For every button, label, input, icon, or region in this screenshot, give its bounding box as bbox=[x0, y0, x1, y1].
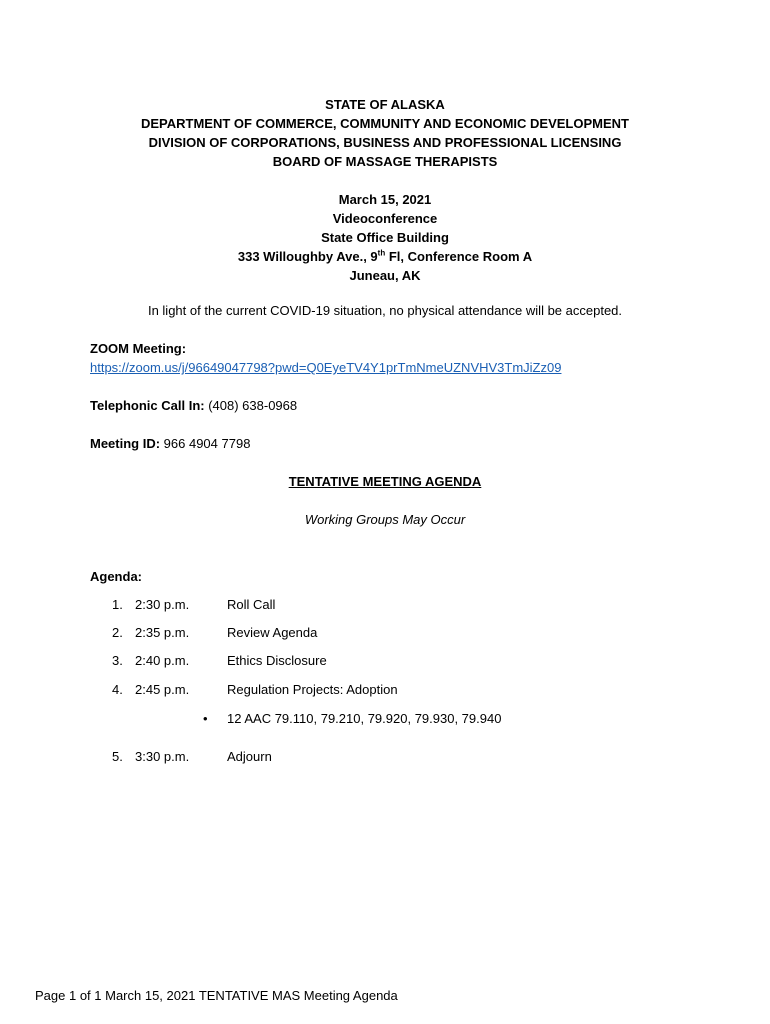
agenda-sub-item-text: 12 AAC 79.110, 79.210, 79.920, 79.930, 79.940 bbox=[227, 711, 502, 726]
agenda-item-time: 2:45 p.m. bbox=[135, 682, 190, 697]
agenda-item-number: 2. bbox=[112, 625, 123, 640]
agenda-item-title: Regulation Projects: Adoption bbox=[227, 682, 398, 697]
header-department: DEPARTMENT OF COMMERCE, COMMUNITY AND ECONOMIC DEVELOPMENT bbox=[141, 116, 629, 131]
header-division: DIVISION OF CORPORATIONS, BUSINESS AND PROFESSIONAL LICENSING bbox=[148, 135, 622, 150]
agenda-item bbox=[0, 597, 770, 615]
agenda-item-time: 2:30 p.m. bbox=[135, 597, 190, 612]
page-footer: Page 1 of 1 March 15, 2021 TENTATIVE MAS Meeting Agenda bbox=[35, 988, 398, 1003]
agenda-item-title: Roll Call bbox=[227, 597, 276, 612]
agenda-item bbox=[0, 682, 770, 700]
zoom-label: ZOOM Meeting: bbox=[90, 341, 187, 356]
meeting-address bbox=[0, 247, 770, 266]
agenda-item-time: 2:40 p.m. bbox=[135, 653, 190, 668]
agenda-label: Agenda: bbox=[90, 569, 142, 584]
agenda-item bbox=[0, 625, 770, 643]
zoom-link[interactable]: https://zoom.us/j/96649047798?pwd=Q0EyeTV4Y1prTmNmeUZNVHV3TmJiZz09 bbox=[90, 360, 562, 375]
agenda-sub-item bbox=[0, 711, 770, 729]
agenda-item-number: 1. bbox=[112, 597, 123, 612]
meeting-city: Juneau, AK bbox=[349, 268, 421, 283]
agenda-title: TENTATIVE MEETING AGENDA bbox=[288, 474, 482, 489]
agenda-item-number: 5. bbox=[112, 749, 123, 764]
agenda-item bbox=[0, 749, 770, 767]
meeting-date: March 15, 2021 bbox=[338, 192, 432, 207]
telephone-line bbox=[90, 398, 297, 413]
address-pre: 333 Willoughby Ave., 9 bbox=[237, 249, 378, 264]
address-post: Fl, Conference Room A bbox=[385, 249, 533, 264]
agenda-item-title: Adjourn bbox=[227, 749, 272, 764]
meeting-id-line bbox=[90, 436, 250, 451]
agenda-item-time: 2:35 p.m. bbox=[135, 625, 190, 640]
agenda-item bbox=[0, 653, 770, 671]
header-board: BOARD OF MASSAGE THERAPISTS bbox=[272, 154, 498, 169]
meeting-building: State Office Building bbox=[321, 230, 449, 245]
telephone-number: (408) 638-0968 bbox=[204, 398, 298, 413]
agenda-item-number: 4. bbox=[112, 682, 123, 697]
agenda-item-title: Ethics Disclosure bbox=[227, 653, 327, 668]
agenda-item-time: 3:30 p.m. bbox=[135, 749, 190, 764]
meeting-id-value: 966 4904 7798 bbox=[160, 436, 251, 451]
telephone-label: Telephonic Call In: bbox=[90, 398, 205, 413]
working-groups-note: Working Groups May Occur bbox=[304, 512, 466, 527]
covid-notice: In light of the current COVID-19 situation, no physical attendance will be accepted. bbox=[147, 303, 623, 318]
meeting-type: Videoconference bbox=[332, 211, 438, 226]
address-sup: th bbox=[377, 248, 386, 258]
header-state: STATE OF ALASKA bbox=[325, 97, 445, 112]
meeting-id-label: Meeting ID: bbox=[90, 436, 161, 451]
bullet-icon: • bbox=[203, 711, 208, 726]
agenda-item-number: 3. bbox=[112, 653, 123, 668]
agenda-item-title: Review Agenda bbox=[227, 625, 318, 640]
